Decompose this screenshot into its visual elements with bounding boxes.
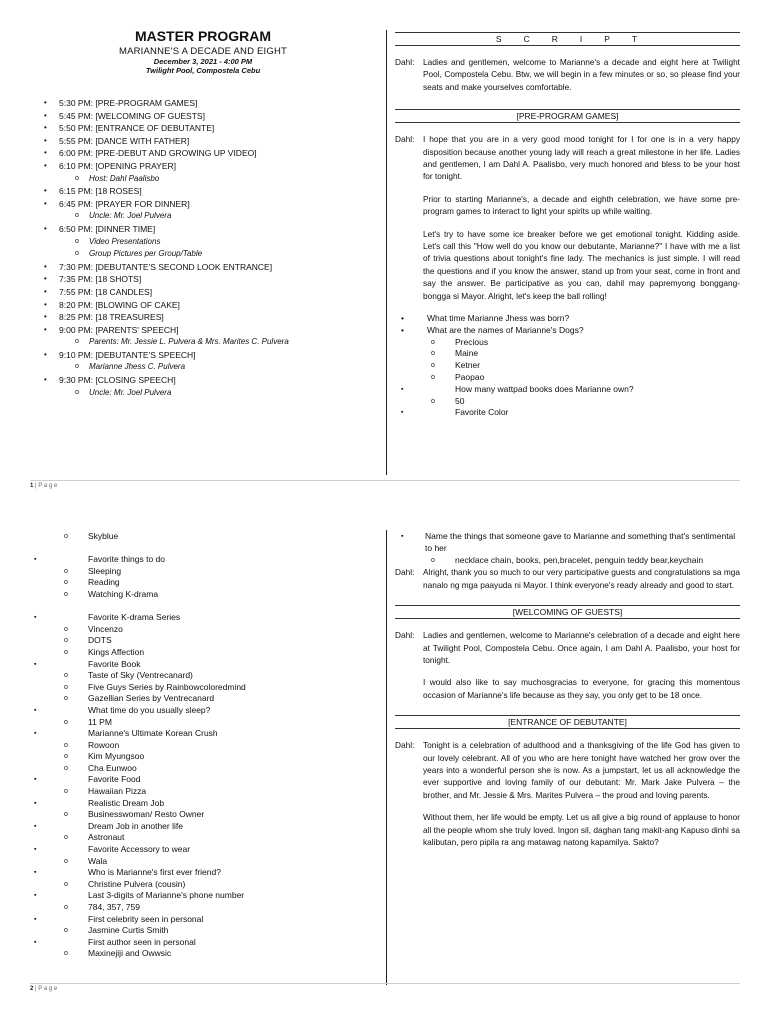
trivia-question: ▪ Realistic Dream Job (28, 798, 378, 810)
list-item (395, 531, 740, 555)
event-venue: Twilight Pool, Compostela Cebu (145, 66, 261, 75)
speaker-label: Dahl: (395, 630, 415, 641)
program-item (28, 273, 378, 286)
speaker-label: Dahl: (395, 57, 415, 67)
trivia-answer: o Gazellian Series by Ventrecanard (28, 693, 378, 705)
script-paragraph (395, 676, 740, 701)
trivia-item: o 50 (395, 396, 740, 408)
trivia-question-list (395, 313, 740, 419)
program-item-text: 9:00 PM: [PARENTS' SPEECH] (59, 324, 179, 335)
speaker-label: Dahl: (395, 134, 415, 145)
program-item (28, 147, 378, 160)
trivia-question: ▪ First author seen in personal (28, 937, 378, 949)
program-item-text: 6:00 PM: [PRE-DEBUT AND GROWING UP VIDEO] (59, 148, 257, 159)
trivia-answer: o Cha Eunwoo (28, 763, 378, 775)
program-item (28, 97, 378, 110)
script-paragraph (395, 811, 740, 848)
script-heading: SCRIPT (395, 32, 740, 46)
script-paragraph (395, 566, 740, 591)
program-item (28, 160, 378, 185)
program-sub-item: o Video Presentations (59, 236, 378, 249)
script-paragraph (395, 739, 740, 801)
trivia-answer: o Reading (28, 577, 378, 589)
program-item-text: 8:25 PM: [18 TREASURES] (59, 312, 164, 323)
paragraph-text: Prior to starting Marianne's, a decade and eighth celebration, we have some pre-program games to interact to light your spirits up while waiting. (423, 193, 740, 217)
trivia-answer: o Sleeping (28, 566, 378, 578)
trivia-answer-list (28, 531, 378, 960)
page-label: P a g e (38, 986, 58, 992)
paragraph-text: Without them, her life would be empty. Let us all give a big round of applause to honor all the people whom she truly loved. Ingon sil, daghan tang makit-ang Kapuso dinhi sa kalibutan, pero pipila ra ang matawag natong kapamilya. Sakto? (423, 812, 740, 848)
gift-answer: necklace chain, books, pen,bracelet, penguin teddy bear,keychain (455, 554, 704, 565)
program-sub-item: o Host: Dahl Paalisbo (59, 173, 378, 186)
trivia-question: ▪ Who is Marianne's first ever friend? (28, 867, 378, 879)
program-sub-item: o Parents: Mr. Jessie L. Pulvera & Mrs. Marites C. Pulvera (59, 336, 378, 349)
trivia-question: ▪ Favorite Accessory to wear (28, 844, 378, 856)
paragraph-text: Ladies and gentlemen, welcome to Marianne's a decade and eight here at Twilight Pool, Compostela Cebu. Btw, we will begin in a few minutes or so, so please find your seats and make yourselves comfortable. (423, 57, 740, 92)
trivia-question: ▪ Favorite K-drama Series (28, 612, 378, 624)
program-item (28, 135, 378, 148)
list-spacer (28, 543, 378, 555)
paragraph-text: I would also like to say muchosgracias to everyone, for gracing this momentous occasion of Marianne's life because as they say, you only get to be 18 once. (423, 677, 740, 700)
program-item-text: 6:15 PM: [18 ROSES] (59, 186, 142, 197)
trivia-question: ▪ Favorite things to do (28, 554, 378, 566)
script-paragraph (395, 629, 740, 666)
program-item (28, 110, 378, 123)
page-footer: 2 | P a g e (30, 986, 58, 992)
paragraph-text: Let's try to have some ice breaker before we get emotional tonight. Kidding aside. Let's call this "How well do you know our debutante, Marianne?" I have with me a list of trivia questions about tonight's fine lady. The mechanics is just simple. I will read the questions and if you know the answer, stand up from your seat, come in front and say the answer. Be participative as you can, dahil may papremyong bonggang-bongga si Mayor. Alright, let's keep the ball rolling! (423, 228, 740, 301)
program-sub-list (59, 361, 378, 374)
column-divider (386, 30, 387, 475)
program-item (28, 374, 378, 399)
program-item (28, 185, 378, 198)
trivia-answer: o Jasmine Curtis Smith (28, 925, 378, 937)
gift-question-list (395, 531, 740, 566)
program-sub-list (59, 336, 378, 349)
trivia-item: o Maine (395, 348, 740, 360)
paragraph-text: I hope that you are in a very good mood tonight for I for one is in a very happy disposition because another young lady will reach a great milestone in her life. Ladies and gentlemen, I am Dahl A. Paalisbo, very much honored and bless to be your host for tonight. (423, 134, 740, 182)
trivia-question: ▪ Marianne's Ultimate Korean Crush (28, 728, 378, 740)
trivia-item: ▪ How many wattpad books does Marianne own? (395, 384, 740, 396)
trivia-item: o Precious (395, 337, 740, 349)
trivia-answer: o Five Guys Series by Rainbowcoloredmind (28, 682, 378, 694)
program-item-text: 7:30 PM: [DEBUTANTE'S SECOND LOOK ENTRANCE] (59, 261, 273, 272)
program-item (28, 286, 378, 299)
trivia-answer: o DOTS (28, 635, 378, 647)
program-list (28, 97, 378, 399)
trivia-answer: o Kings Affection (28, 647, 378, 659)
script-column (395, 531, 740, 848)
page-footer: 1 | P a g e (30, 483, 58, 489)
script-paragraph (395, 56, 740, 93)
program-item-text: 6:10 PM: [OPENING PRAYER] (59, 160, 176, 171)
program-sub-list (59, 173, 378, 186)
program-sub-item: o Uncle: Mr. Joel Pulvera (59, 387, 378, 400)
program-sub-item: o Group Pictures per Group/Table (59, 248, 378, 261)
answers-column (28, 531, 378, 960)
trivia-answer: o 784, 357, 759 (28, 902, 378, 914)
script-column (395, 32, 740, 419)
script-paragraph (395, 133, 740, 183)
list-spacer (28, 601, 378, 613)
script-paragraph (395, 193, 740, 218)
program-item (28, 198, 378, 223)
paragraph-text: Alright, thank you so much to our very participative guests and congratulations sa mga nanalo ng mga paayuda ni Mayor. I think everyone's ready already and good to start. (423, 567, 740, 590)
program-item (28, 299, 378, 312)
trivia-answer: o Vincenzo (28, 624, 378, 636)
trivia-answer: o Rowoon (28, 740, 378, 752)
trivia-question: ▪ Dream Job in another life (28, 821, 378, 833)
document-title: MASTER PROGRAM (134, 28, 272, 44)
program-item-text: 5:30 PM: [PRE-PROGRAM GAMES] (59, 98, 198, 108)
section-heading-entrance: [ENTRANCE OF DEBUTANTE] (395, 715, 740, 729)
page-number: 2 (30, 986, 34, 992)
trivia-question: ▪ What time do you usually sleep? (28, 705, 378, 717)
program-column (28, 0, 378, 399)
program-item-text: 9:30 PM: [CLOSING SPEECH] (59, 375, 176, 386)
speaker-label: Dahl: (395, 567, 415, 578)
program-item-text: 5:45 PM: [WELCOMING OF GUESTS] (59, 110, 205, 121)
program-item (28, 223, 378, 261)
trivia-question: ▪ Last 3-digits of Marianne's phone number (28, 890, 378, 902)
program-item (28, 311, 378, 324)
program-sub-list (59, 236, 378, 261)
gift-question: ▪ Name the things that someone gave to Marianne and something that's sentimental to her (425, 531, 736, 553)
trivia-item: • What are the names of Marianne's Dogs? (395, 325, 740, 337)
trivia-question: ▪ Favorite Food (28, 774, 378, 786)
page-label: P a g e (38, 483, 58, 489)
trivia-item: • What time Marianne Jhess was born? (395, 313, 740, 325)
program-item-text: 7:55 PM: [18 CANDLES] (59, 286, 153, 297)
speaker-label: Dahl: (395, 740, 415, 751)
page-number: 1 (30, 483, 34, 489)
trivia-answer: o Maxinejiji and Owwsic (28, 948, 378, 960)
program-sub-item: o Uncle: Mr. Joel Pulvera (59, 210, 378, 223)
script-paragraph (395, 228, 740, 302)
paragraph-text: Tonight is a celebration of adulthood and a thanksgiving of the life God has given to our lovely celebrant. All of you who are here tonight have watched her grow over the years into a wonderful person she is now. As a jumpstart, let us all acknowledge the ever supportive and loving family of our debutant: Mr. Mark Jake Pulvera – the brother, and Mr. Jessie & Mrs. Marites Pulvera – the proud and loving parents. (423, 740, 740, 800)
trivia-answer: o Skyblue (28, 531, 378, 543)
column-divider (386, 530, 387, 985)
trivia-answer: o Watching K-drama (28, 589, 378, 601)
document-page-2 (0, 505, 768, 1024)
trivia-answer: o Astronaut (28, 832, 378, 844)
event-date: December 3, 2021 - 4:00 PM (153, 57, 253, 66)
trivia-answer: o Kim Myungsoo (28, 751, 378, 763)
trivia-answer: o Hawaiian Pizza (28, 786, 378, 798)
program-item-text: 6:45 PM: [PRAYER FOR DINNER] (59, 198, 190, 209)
document-page-1 (0, 0, 768, 495)
program-item-text: 6:50 PM: [DINNER TIME] (59, 223, 156, 234)
document-subtitle: MARIANNE'S A DECADE AND EIGHT (118, 46, 288, 57)
program-sub-item: o Marianne Jhess C. Pulvera (59, 361, 378, 374)
footer-rule (30, 480, 740, 481)
footer-rule (30, 983, 740, 984)
trivia-answer: o Christine Pulvera (cousin) (28, 879, 378, 891)
program-item-text: 8:20 PM: [BLOWING OF CAKE] (59, 299, 180, 310)
section-heading-welcome: [WELCOMING OF GUESTS] (395, 605, 740, 619)
trivia-answer: o 11 PM (28, 717, 378, 729)
program-sub-list (59, 387, 378, 400)
section-heading-pregames: [PRE-PROGRAM GAMES] (395, 109, 740, 123)
paragraph-text: Ladies and gentlemen, welcome to Marianne's celebration of a decade and eight here at Twilight Pool, Compostela Cebu. Once again, I am Dahl A. Paalisbo, your host for tonight. (423, 630, 740, 666)
program-item-text: 9:10 PM: [DEBUTANTE'S SPEECH] (59, 349, 196, 360)
program-sub-list (59, 210, 378, 223)
program-item-text: 5:50 PM: [ENTRANCE OF DEBUTANTE] (59, 123, 215, 134)
program-item (28, 349, 378, 374)
program-item (28, 122, 378, 135)
trivia-answer: o Businesswoman/ Resto Owner (28, 809, 378, 821)
program-item-text: 5:55 PM: [DANCE WITH FATHER] (59, 135, 190, 146)
program-item-text: 7:35 PM: [18 SHOTS] (59, 274, 142, 285)
trivia-item: ▪ Favorite Color (395, 407, 740, 419)
list-item (395, 555, 740, 567)
trivia-question: ▪ First celebrity seen in personal (28, 914, 378, 926)
program-item (28, 261, 378, 274)
trivia-answer: o Taste of Sky (Ventrecanard) (28, 670, 378, 682)
trivia-item: o Ketner (395, 360, 740, 372)
program-item (28, 324, 378, 349)
trivia-answer: o Wala (28, 856, 378, 868)
trivia-item: o Paopao (395, 372, 740, 384)
trivia-question: ▪ Favorite Book (28, 659, 378, 671)
